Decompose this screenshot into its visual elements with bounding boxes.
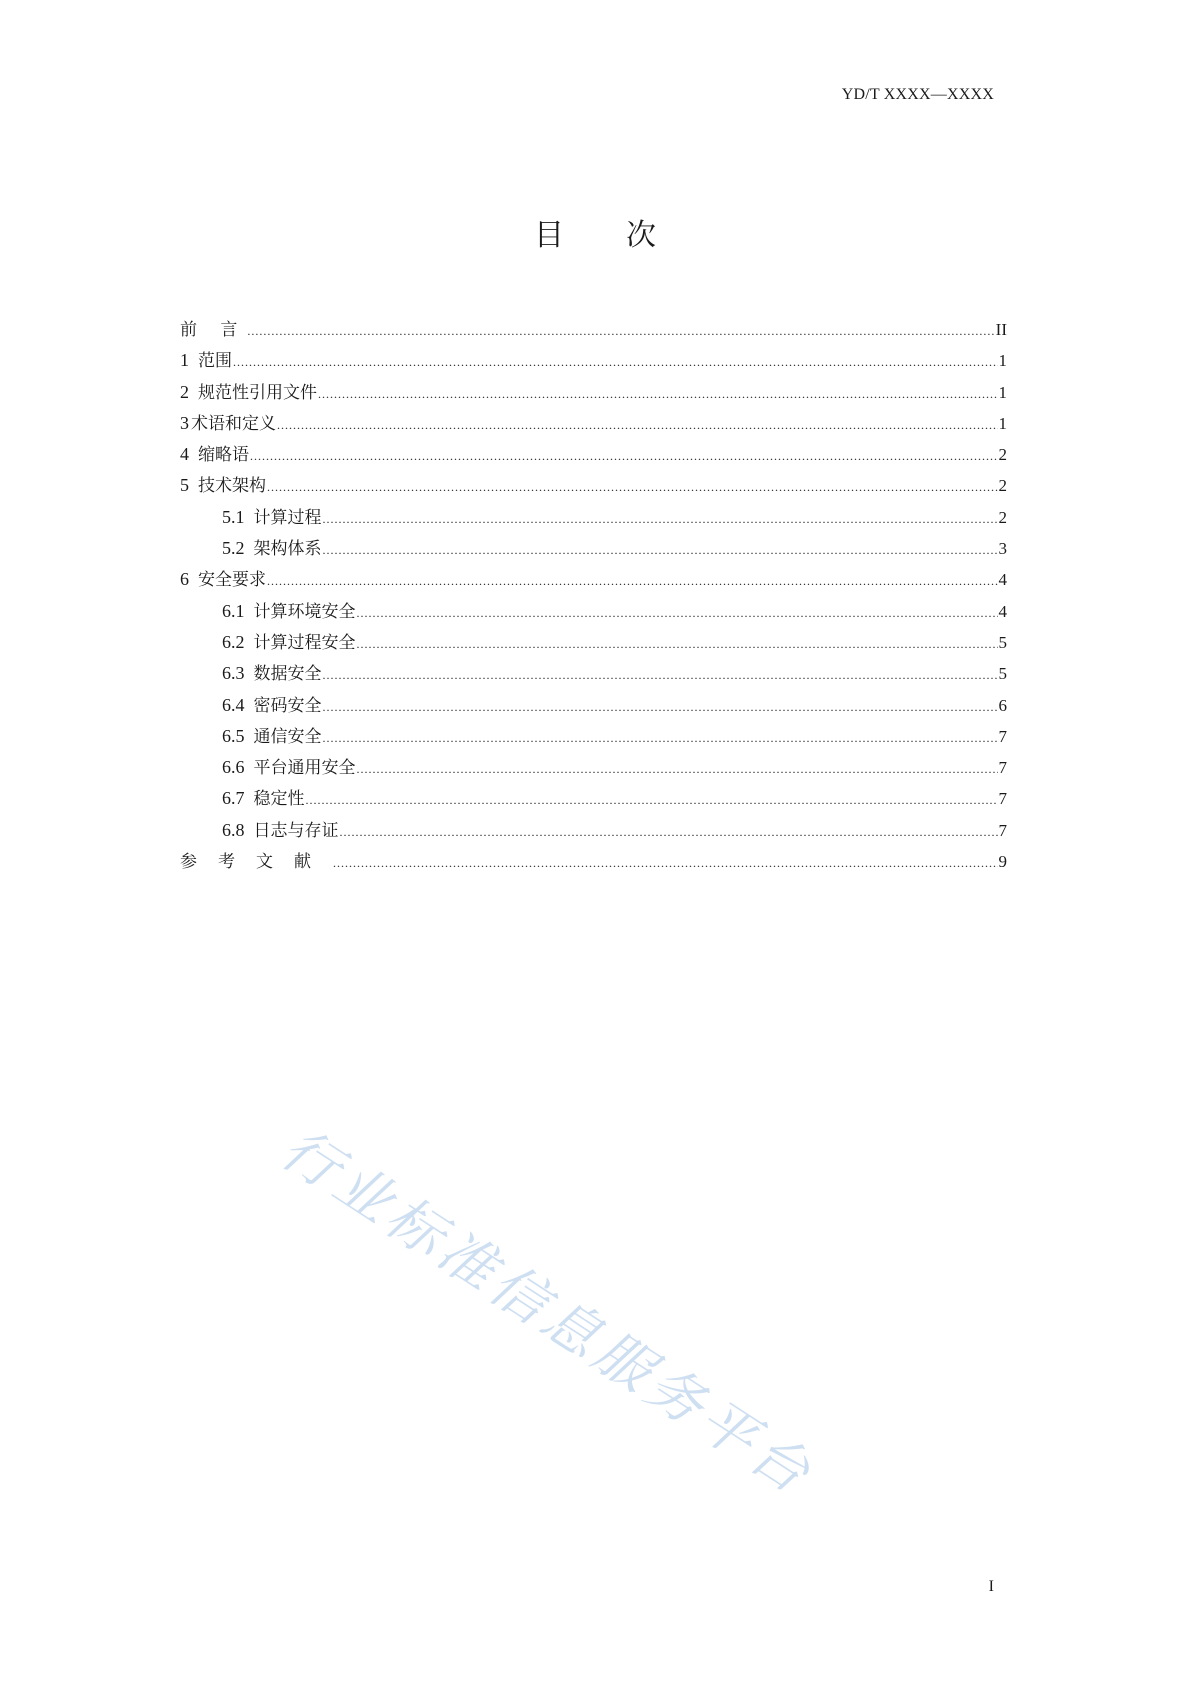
toc-entry-label: 缩略语 (198, 445, 249, 466)
title-char-1: 目 (534, 218, 564, 253)
toc-entry-number: 6.7 (222, 788, 245, 809)
toc-entry-number: 6.6 (222, 757, 245, 778)
toc-entry-cryptography-security[interactable] (180, 690, 1007, 721)
toc-entry-computing-process-security[interactable] (180, 627, 1007, 658)
toc-entry-scope[interactable] (180, 345, 1007, 376)
toc-entry-number: 6 (180, 569, 189, 590)
toc-entry-page: 2 (998, 445, 1007, 465)
toc-leader (323, 535, 998, 566)
toc-leader (306, 785, 998, 816)
toc-entry-data-security[interactable] (180, 658, 1007, 689)
toc-entry-stability[interactable] (180, 783, 1007, 814)
toc-leader (267, 472, 998, 503)
toc-entry-label: 通信安全 (253, 726, 322, 747)
toc-entry-page: 2 (998, 476, 1007, 496)
toc-leader (340, 817, 998, 848)
toc-entry-page: 7 (998, 758, 1007, 778)
toc-entry-number: 6.2 (222, 631, 245, 652)
toc-entry-number: 5.2 (222, 538, 245, 559)
toc-leader (250, 441, 998, 472)
toc-entry-number: 6.8 (222, 819, 245, 840)
toc-entry-computing-environment-security[interactable] (180, 596, 1007, 627)
toc-entry-page: 5 (998, 632, 1007, 652)
toc-entry-label: 平台通用安全 (253, 758, 356, 779)
toc-entry-label: 范围 (198, 351, 232, 372)
toc-entry-number: 6.3 (222, 663, 245, 684)
toc-entry-technical-architecture[interactable] (180, 470, 1007, 501)
toc-entry-page: 6 (998, 695, 1007, 715)
toc-entry-number: 1 (180, 350, 189, 371)
toc-leader (323, 660, 998, 691)
toc-entry-page: 4 (998, 601, 1007, 621)
toc-leader (267, 566, 998, 597)
toc-leader (323, 723, 998, 754)
toc-entry-page: 2 (998, 507, 1007, 527)
toc-entry-terms-definitions[interactable] (180, 408, 1007, 439)
toc-leader (318, 379, 998, 410)
toc-entry-page: 1 (998, 413, 1007, 433)
toc-entry-label: 计算过程安全 (253, 632, 356, 653)
toc-entry-label: 参考文献 (180, 852, 332, 873)
toc-entry-normative-references[interactable] (180, 377, 1007, 408)
toc-entry-page: 1 (998, 382, 1007, 402)
toc-entry-page: 7 (998, 789, 1007, 809)
toc-leader (333, 848, 998, 879)
toc-entry-number: 6.5 (222, 725, 245, 746)
toc-entry-number: 4 (180, 444, 189, 465)
toc-entry-number: 5 (180, 475, 189, 496)
toc-entry-number: 6.4 (222, 694, 245, 715)
title-char-2: 次 (626, 218, 656, 253)
toc-entry-label: 架构体系 (253, 539, 322, 560)
toc-leader (323, 504, 998, 535)
toc-leader (277, 410, 998, 441)
toc-entry-page: 7 (998, 820, 1007, 840)
toc-entry-security-requirements[interactable] (180, 564, 1007, 595)
toc-entry-architecture-system[interactable] (180, 533, 1007, 564)
page-title (0, 210, 1190, 254)
watermark-text: 行业标准信息服务平台 (269, 1116, 826, 1509)
toc-leader (357, 629, 998, 660)
toc-entry-label: 技术架构 (198, 476, 266, 497)
toc-entry-page: 5 (998, 664, 1007, 684)
document-code: YD/T XXXX—XXXX (841, 86, 994, 103)
toc-entry-label: 安全要求 (198, 570, 266, 591)
toc-entry-label: 术语和定义 (191, 413, 276, 434)
toc-entry-logs-evidence[interactable] (180, 815, 1007, 846)
toc-entry-label: 日志与存证 (253, 820, 339, 841)
toc-entry-communication-security[interactable] (180, 721, 1007, 752)
toc-entry-abbreviations[interactable] (180, 439, 1007, 470)
toc-leader (357, 598, 998, 629)
toc-entry-label: 规范性引用文件 (198, 382, 317, 403)
toc-entry-page: II (995, 320, 1007, 339)
toc-entry-number: 3 (180, 412, 189, 433)
toc-leader (233, 347, 998, 378)
toc-entry-number: 6.1 (222, 600, 245, 621)
toc-entry-label: 计算环境安全 (253, 601, 356, 622)
toc-entry-label: 前 言 (180, 320, 247, 340)
toc-entry-foreword[interactable] (180, 314, 1007, 345)
toc-entry-page: 4 (998, 570, 1007, 590)
toc-entry-page: 9 (998, 852, 1007, 872)
page-number: I (988, 1578, 994, 1595)
toc-entry-page: 7 (998, 726, 1007, 746)
toc-entry-label: 计算过程 (253, 507, 322, 528)
toc-entry-bibliography[interactable] (180, 846, 1007, 877)
toc-entry-page: 1 (998, 351, 1007, 371)
toc-entry-label: 稳定性 (253, 789, 305, 810)
toc-entry-platform-general-security[interactable] (180, 752, 1007, 783)
toc-entry-number: 2 (180, 381, 189, 402)
toc-entry-page: 3 (998, 539, 1007, 559)
toc-leader (357, 754, 998, 785)
toc-entry-label: 密码安全 (253, 695, 322, 716)
toc-leader (247, 316, 994, 347)
toc-leader (323, 692, 998, 723)
toc-entry-computing-process[interactable] (180, 502, 1007, 533)
table-of-contents (180, 314, 1007, 877)
toc-entry-number: 5.1 (222, 506, 245, 527)
toc-entry-label: 数据安全 (253, 664, 322, 685)
